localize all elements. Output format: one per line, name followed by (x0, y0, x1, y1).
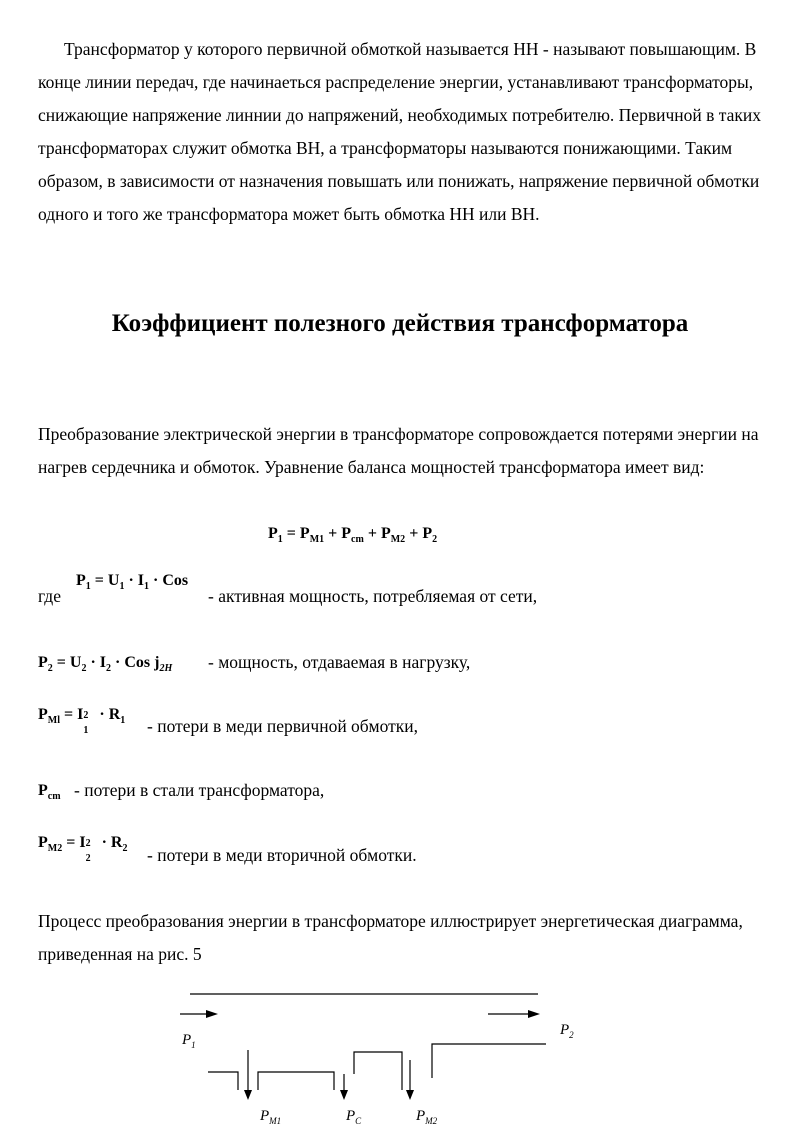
where-label: где (38, 586, 61, 606)
loss-branch-m1-right (258, 1072, 334, 1090)
copper-loss-primary-text: - потери в меди первичной обмотки, (147, 716, 419, 736)
output-power-text: - мощность, отдаваемая в нагрузку, (208, 652, 471, 672)
balance-paragraph: Преобразование электрической энергии в трансформаторе сопровождается потерями энергии на нагрев сердечника и обмоток. Уравнение баланса мощностей трансформатора имеет вид: (38, 424, 759, 477)
label-pm1: $P_{M1}$ (260, 1108, 282, 1126)
energy-diagram (0, 980, 800, 1131)
balance-equation: $P_1 = P_{M1} + P_{cm} + P_{M2} + P_2$ (268, 525, 438, 545)
arrowhead-m1 (244, 1090, 252, 1100)
arrowhead-m2 (406, 1090, 414, 1100)
arrowhead-c (340, 1090, 348, 1100)
output-arrowhead (528, 1010, 540, 1018)
iron-loss-text: - потери в стали трансформатора, (74, 780, 325, 800)
copper-loss-secondary-text: - потери в меди вторичной обмотки. (147, 845, 417, 865)
label-pc: $P_C$ (346, 1108, 362, 1126)
output-branch (432, 1044, 546, 1078)
label-pm2: $P_{M2}$ (416, 1108, 438, 1126)
active-power-formula: $P_1 = U_1 \cdot I_1$ · Cos (76, 572, 189, 592)
copper-loss-primary-formula: $P_{Ml} = I$ 2 1 · $R_1$ (38, 706, 126, 736)
diagram-intro-paragraph: Процесс преобразования энергии в трансформаторе иллюстрирует энергетическая диаграмма, приведенная на рис. 5 (38, 911, 743, 964)
label-p2: $P_2$ (560, 1022, 574, 1040)
loss-branch-c (354, 1052, 402, 1090)
label-p1: $P_1$ (182, 1032, 196, 1050)
output-power-formula: $P_2 = U_2 \cdot I_2$ · Cos $j_{2H}$ (38, 654, 173, 674)
intro-paragraph: Трансформатор у которого первичной обмоткой называется НН - называют повышающим. В конце линии передач, где начинаеться распределение энергии, устанавливают трансформаторы, снижающие напряжение линнии до напряжений, необходимых потребителю. Первичной в таких трансформаторах служит обмотка ВН, а трансформаторы называются понижающими. Таким образом, в зависимости от назначения повышать или понижать, напряжение первичной обмотки одного и того же трансформатора может быть обмотка НН или ВН. (38, 39, 761, 224)
loss-branch-m1-left (208, 1072, 238, 1090)
iron-loss-formula: $P_{cm}$ (38, 782, 61, 802)
section-heading: Коэффициент полезного действия трансформатора (111, 310, 689, 337)
copper-loss-secondary-formula: $P_{M2} = I$ 2 2 · $R_2$ (38, 834, 128, 864)
input-arrowhead (206, 1010, 218, 1018)
active-power-text: - активная мощность, потребляемая от сети, (208, 586, 538, 606)
